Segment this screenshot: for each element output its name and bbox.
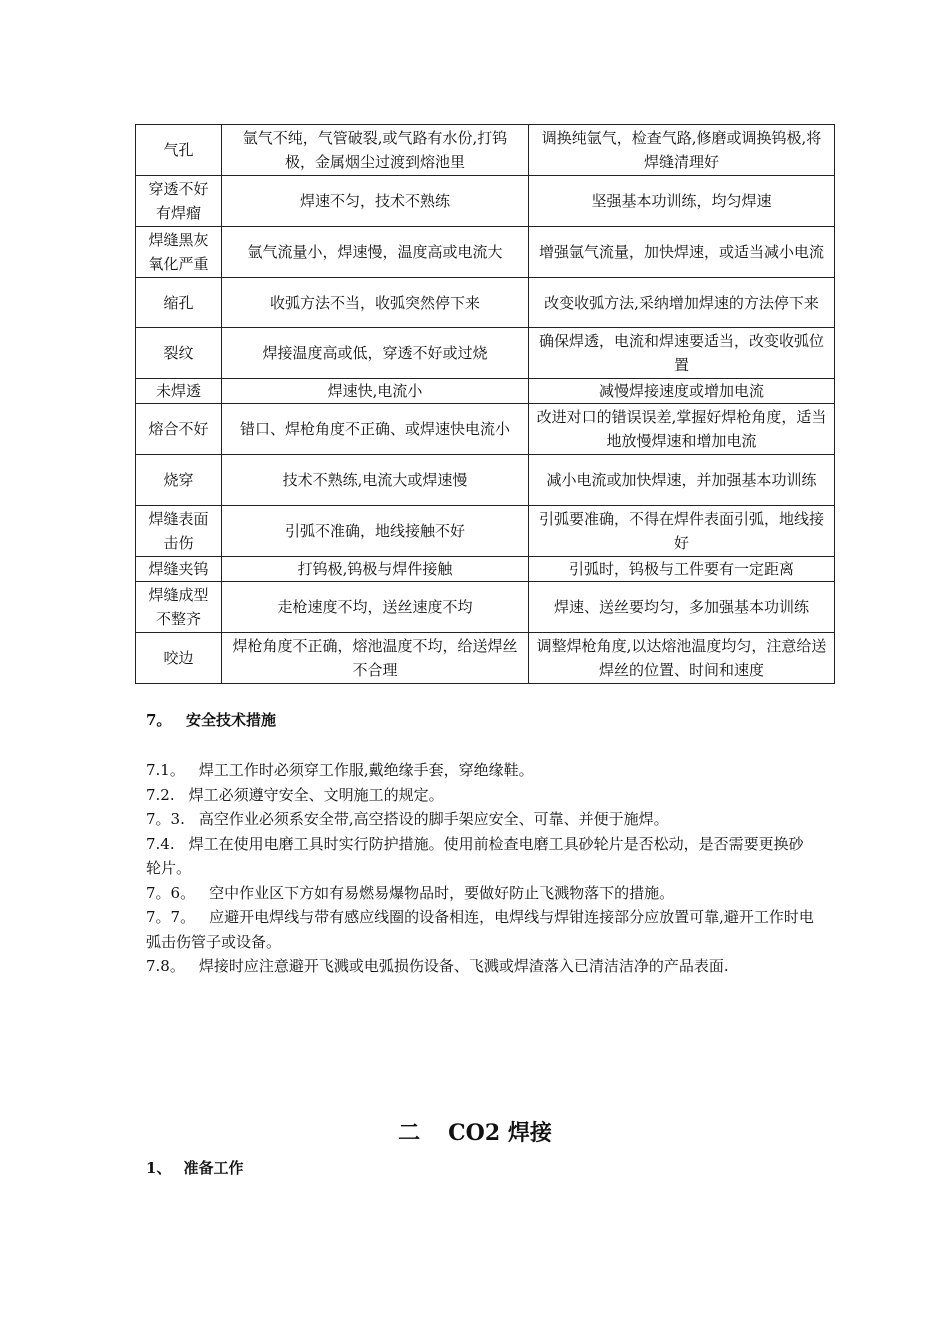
- defect-cell: 咬边: [136, 633, 222, 684]
- cause-cell: 收弧方法不当，收弧突然停下来: [222, 278, 529, 328]
- item-number: 7.2.: [146, 785, 175, 804]
- remedy-cell: 引弧时，钨极与工件要有一定距离: [529, 557, 835, 582]
- table-row: [136, 582, 835, 633]
- item-text: 空中作业区下方如有易燃易爆物品时，要做好防止飞溅物落下的措施。: [209, 883, 675, 902]
- part-number: 二: [398, 1120, 421, 1146]
- table-row: [136, 379, 835, 404]
- section-number: 7。: [146, 711, 172, 729]
- defect-cell: 熔合不好: [136, 404, 222, 455]
- table-row: [136, 557, 835, 582]
- defect-cell: 穿透不好有焊瘤: [136, 176, 222, 227]
- defect-table: [135, 124, 835, 684]
- remedy-cell: 确保焊透，电流和焊速要适当，改变收弧位置: [529, 328, 835, 379]
- defect-cell: 缩孔: [136, 278, 222, 328]
- item-text: 焊工必须遵守安全、文明施工的规定。: [188, 785, 444, 804]
- defect-table-body: [136, 125, 835, 684]
- table-row: [136, 278, 835, 328]
- item-text: 焊工工作时必须穿工作服,戴绝缘手套，穿绝缘鞋。: [198, 761, 534, 779]
- defect-cell: 焊缝成型不整齐: [136, 582, 222, 633]
- item-number: 7.8。: [146, 957, 185, 975]
- part-2-heading: [0, 1116, 950, 1147]
- table-row: [136, 176, 835, 227]
- remedy-cell: 减小电流或加快焊速，并加强基本功训练: [529, 455, 835, 506]
- list-item: [146, 783, 816, 808]
- subsection-title: 准备工作: [183, 1159, 244, 1177]
- cause-cell: 焊枪角度不正确，熔池温度不均，给送焊丝不合理: [222, 633, 529, 684]
- list-item: [146, 807, 816, 832]
- cause-cell: 氩气流量小，焊速慢，温度高或电流大: [222, 227, 529, 278]
- remedy-cell: 调换纯氩气，检查气路,修磨或调换钨极,将焊缝清理好: [529, 125, 835, 176]
- remedy-cell: 焊速、送丝要均匀，多加强基本功训练: [529, 582, 835, 633]
- remedy-cell: 改进对口的错误误差,掌握好焊枪角度，适当地放慢焊速和增加电流: [529, 404, 835, 455]
- table-row: [136, 455, 835, 506]
- item-text: 应避开电焊线与带有感应线圈的设备相连，电焊线与焊钳连接部分应放置可靠,避开工作时电弧击伤管子或设备。: [146, 908, 814, 951]
- table-row: [136, 125, 835, 176]
- part-title: CO2 焊接: [448, 1120, 552, 1146]
- cause-cell: 技术不熟练,电流大或焊速慢: [222, 455, 529, 506]
- defect-cell: 裂纹: [136, 328, 222, 379]
- table-row: [136, 506, 835, 557]
- item-number: 7。7。: [146, 908, 196, 926]
- defect-cell: 未焊透: [136, 379, 222, 404]
- item-number: 7。3.: [146, 810, 185, 828]
- remedy-cell: 坚强基本功训练，均匀焊速: [529, 176, 835, 227]
- cause-cell: 焊速不匀，技术不熟练: [222, 176, 529, 227]
- remedy-cell: 改变收弧方法,采纳增加焊速的方法停下来: [529, 278, 835, 328]
- list-item: [146, 954, 816, 979]
- defect-cell: 焊缝黑灰氧化严重: [136, 227, 222, 278]
- table-row: [136, 328, 835, 379]
- section-7-heading: [146, 709, 276, 730]
- defect-cell: 焊缝夹钨: [136, 557, 222, 582]
- cause-cell: 氩气不纯，气管破裂,或气路有水份,打钨极，金属烟尘过渡到熔池里: [222, 125, 529, 176]
- item-number: 7。6。: [146, 883, 196, 902]
- list-item: [146, 905, 816, 954]
- item-number: 7.1。: [146, 761, 185, 779]
- list-item: [146, 832, 816, 881]
- remedy-cell: 引弧要准确，不得在焊件表面引弧，地线接好: [529, 506, 835, 557]
- remedy-cell: 减慢焊接速度或增加电流: [529, 379, 835, 404]
- subsection-1-heading: [146, 1157, 243, 1178]
- list-item: [146, 758, 816, 783]
- section-title: 安全技术措施: [186, 711, 277, 729]
- item-text: 焊工在使用电磨工具时实行防护措施。使用前检查电磨工具砂轮片是否松动，是否需要更换砂轮片。: [146, 834, 804, 877]
- cause-cell: 走枪速度不均，送丝速度不均: [222, 582, 529, 633]
- remedy-cell: 调整焊枪角度,以达熔池温度均匀，注意给送焊丝的位置、时间和速度: [529, 633, 835, 684]
- table-row: [136, 633, 835, 684]
- cause-cell: 焊速快,电流小: [222, 379, 529, 404]
- table-row: [136, 404, 835, 455]
- item-text: 高空作业必须系安全带,高空搭设的脚手架应安全、可靠、并便于施焊。: [198, 810, 669, 828]
- safety-measures-list: [146, 758, 816, 979]
- subsection-number: 1、: [146, 1159, 172, 1177]
- defect-cell: 焊缝表面击伤: [136, 506, 222, 557]
- table-row: [136, 227, 835, 278]
- list-item: [146, 881, 816, 906]
- item-text: 焊接时应注意避开飞溅或电弧损伤设备、飞溅或焊渣落入已清洁洁净的产品表面.: [198, 957, 729, 975]
- defect-cell: 气孔: [136, 125, 222, 176]
- cause-cell: 打钨极,钨极与焊件接触: [222, 557, 529, 582]
- item-number: 7.4.: [146, 834, 175, 853]
- defect-cell: 烧穿: [136, 455, 222, 506]
- cause-cell: 焊接温度高或低，穿透不好或过烧: [222, 328, 529, 379]
- remedy-cell: 增强氩气流量，加快焊速，或适当减小电流: [529, 227, 835, 278]
- cause-cell: 引弧不准确，地线接触不好: [222, 506, 529, 557]
- cause-cell: 错口、焊枪角度不正确、或焊速快电流小: [222, 404, 529, 455]
